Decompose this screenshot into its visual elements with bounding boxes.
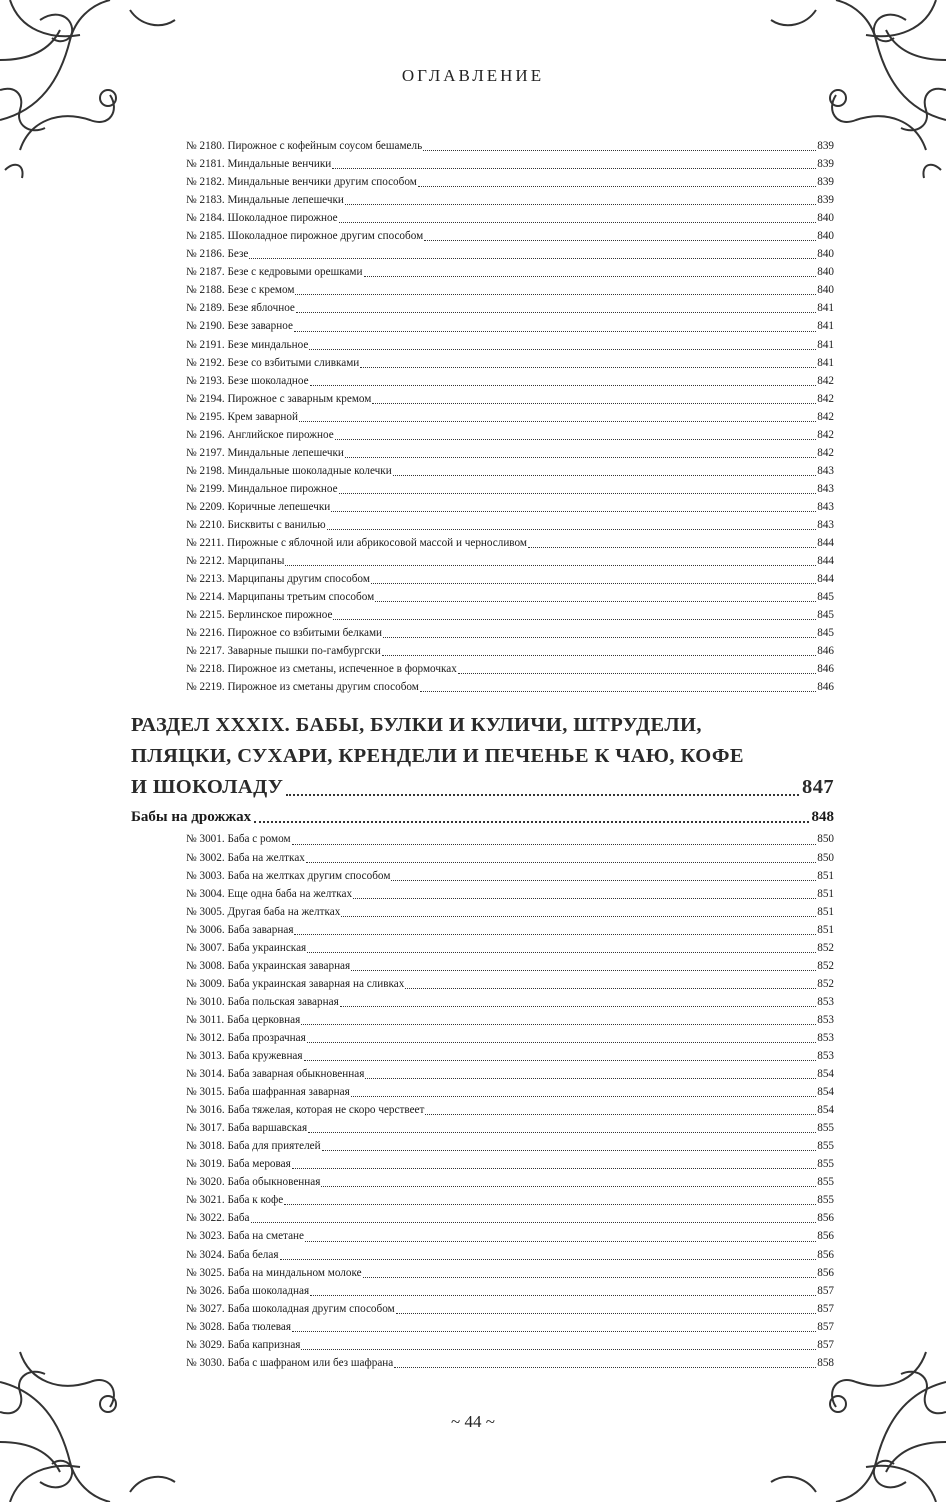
toc-entry[interactable] [186,1083,834,1101]
toc-entry-title: № 3012. Баба прозрачная [186,1031,306,1044]
leader-dots [405,988,816,989]
toc-entry-page: 839 [817,176,834,189]
toc-entry-page: 840 [817,284,834,297]
leader-dots [360,367,816,368]
leader-dots [292,1331,816,1332]
toc-entry-title: № 2196. Английское пирожное [186,428,334,441]
toc-entry[interactable] [186,516,834,534]
toc-entry-page: 841 [817,302,834,315]
toc-entry[interactable] [186,588,834,606]
toc-entry-title: № 3025. Баба на миндальном молоке [186,1266,362,1279]
leader-dots [425,1114,816,1115]
section-heading-line-3 [131,772,834,803]
toc-entry[interactable] [186,462,834,480]
toc-entry-page: 855 [817,1158,834,1171]
toc-entry[interactable] [186,498,834,516]
leader-dots [345,204,816,205]
toc-entry[interactable] [186,1246,834,1264]
leader-dots [284,1204,816,1205]
leader-dots [322,1150,817,1151]
toc-entry-page: 839 [817,140,834,152]
leader-dots [309,349,816,350]
toc-entry[interactable] [186,299,834,317]
subsection-page-number: 848 [811,809,834,826]
toc-entry-title: № 2213. Марципаны другим способом [186,573,370,586]
leader-dots [301,1024,816,1025]
leader-dots [254,821,808,823]
toc-entry[interactable] [186,830,834,848]
toc-entry-page: 856 [817,1266,834,1279]
toc-entry-title: № 3023. Баба на сметане [186,1230,304,1243]
toc-entry-title: № 2182. Миндальные венчики другим способом [186,176,417,189]
toc-entry-page: 854 [817,1068,834,1081]
toc-entry-page: 844 [817,555,834,568]
leader-dots [308,1132,816,1133]
toc-entry-page: 846 [817,663,834,676]
toc-entry-title: № 2195. Крем заварной [186,410,298,423]
toc-entry[interactable] [186,1209,834,1227]
toc-entry-title: № 2209. Коричные лепешечки [186,500,331,513]
toc-entry-title: № 3020. Баба обыкновенная [186,1176,321,1189]
toc-entry-page: 840 [817,212,834,225]
leader-dots [310,1295,816,1296]
toc-entry[interactable] [186,867,834,885]
toc-entry[interactable] [186,317,834,335]
toc-entry[interactable] [186,1300,834,1318]
leader-dots [249,258,816,259]
toc-entry[interactable] [186,1191,834,1209]
leader-dots [310,385,817,386]
toc-entry-page: 845 [817,609,834,622]
leader-dots [299,421,816,422]
subsection-label: Бабы на дрожжах [131,809,252,826]
toc-entry-title: № 2180. Пирожное с кофейным соусом бешамель [186,140,423,152]
toc-entry[interactable] [186,390,834,408]
toc-entry-title: № 3003. Баба на желтках другим способом [186,869,391,882]
leader-dots [306,862,816,863]
toc-entry[interactable] [186,1047,834,1065]
toc-entry-page: 857 [817,1302,834,1315]
toc-entry-page: 842 [817,410,834,423]
leader-dots [394,1367,816,1368]
toc-entry-page: 843 [817,500,834,513]
toc-entry[interactable] [186,372,834,390]
toc-entry[interactable] [186,849,834,867]
toc-entry-title: № 2210. Бисквиты с ванилью [186,518,326,531]
toc-entry-page: 853 [817,1050,834,1063]
toc-entry-title: № 3030. Баба с шафраном или без шафрана [186,1356,394,1369]
toc-entry-page: 852 [817,977,834,990]
toc-entry-title: № 2181. Миндальные венчики [186,158,332,171]
toc-entry[interactable] [186,444,834,462]
toc-entry[interactable] [186,921,834,939]
toc-entry-page: 855 [817,1122,834,1135]
toc-entry-page: 839 [817,158,834,171]
toc-entry[interactable] [186,1173,834,1191]
toc-entry[interactable] [186,209,834,227]
toc-entry-title: № 2193. Безе шоколадное [186,374,309,387]
toc-entry-title: № 2198. Миндальные шоколадные колечки [186,464,392,477]
toc-entry-page: 855 [817,1140,834,1153]
toc-entry-page: 854 [817,1086,834,1099]
toc-entry[interactable] [186,191,834,209]
leader-dots [365,1078,816,1079]
toc-entry-title: № 2194. Пирожное с заварным кремом [186,392,372,405]
toc-entry-title: № 2215. Берлинское пирожное [186,609,333,622]
toc-entry-page: 850 [817,851,834,864]
leader-dots [364,276,817,277]
toc-entry-page: 842 [817,392,834,405]
toc-entry-page: 857 [817,1338,834,1351]
toc-entry-page: 853 [817,1031,834,1044]
toc-entry-title: № 2189. Безе яблочное [186,302,295,315]
toc-entry-page: 855 [817,1176,834,1189]
toc-entry-title: № 2191. Безе миндальное [186,338,309,351]
leader-dots [458,673,816,674]
toc-entry-title: № 2219. Пирожное из сметаны другим способом [186,681,419,694]
toc-entry-page: 856 [817,1248,834,1261]
leader-dots [341,916,816,917]
toc-entry[interactable] [186,534,834,552]
toc-entry-page: 841 [817,338,834,351]
toc-entry[interactable] [186,975,834,993]
toc-entry[interactable] [186,957,834,975]
leader-dots [332,168,816,169]
toc-entry-title: № 3010. Баба польская заварная [186,995,339,1008]
toc-entry-title: № 2218. Пирожное из сметаны, испеченное в формочках [186,663,457,676]
toc-entry-page: 853 [817,1013,834,1026]
toc-entry-page: 840 [817,248,834,261]
toc-entry-title: № 2211. Пирожные с яблочной или абрикосовой массой и черносливом [186,537,527,550]
leader-dots [396,1313,817,1314]
leader-dots [321,1186,816,1187]
toc-entry-page: 844 [817,573,834,586]
leader-dots [296,312,816,313]
toc-entry-page: 854 [817,1104,834,1117]
toc-entry[interactable] [186,993,834,1011]
toc-entry[interactable] [186,227,834,245]
toc-entry-page: 857 [817,1320,834,1333]
toc-entry-page: 851 [817,923,834,936]
toc-entry-title: № 2199. Миндальное пирожное [186,482,338,495]
toc-entry-page: 845 [817,591,834,604]
toc-list-top [131,137,834,696]
toc-entry-title: № 3006. Баба заварная [186,923,294,936]
toc-entry[interactable] [186,1282,834,1300]
toc-entry[interactable] [186,480,834,498]
toc-entry[interactable] [186,173,834,191]
toc-entry[interactable] [186,1119,834,1137]
toc-entry[interactable] [186,1264,834,1282]
toc-entry[interactable] [186,137,834,155]
leader-dots [331,511,816,512]
toc-entry[interactable] [186,552,834,570]
toc-entry-page: 841 [817,320,834,333]
leader-dots [327,529,817,530]
leader-dots [292,1168,816,1169]
toc-entry-page: 843 [817,464,834,477]
toc-entry-title: № 2216. Пирожное со взбитыми белками [186,627,383,640]
toc-entry-page: 846 [817,681,834,694]
toc-entry[interactable] [186,660,834,678]
toc-entry-title: № 3018. Баба для приятелей [186,1140,321,1153]
toc-entry[interactable] [186,1336,834,1354]
toc-entry[interactable] [186,408,834,426]
toc-entry[interactable] [186,606,834,624]
toc-entry-page: 856 [817,1212,834,1225]
toc-entry-page: 845 [817,627,834,640]
toc-entry-title: № 3007. Баба украинская [186,941,307,954]
toc-entry-page: 842 [817,446,834,459]
toc-entry-title: № 3021. Баба к кофе [186,1194,284,1207]
section-heading-text: И ШОКОЛАДУ [131,776,284,799]
leader-dots [295,294,816,295]
toc-entry-title: № 3019. Баба меровая [186,1158,291,1171]
toc-entry[interactable] [186,1318,834,1336]
running-head: ОГЛАВЛЕНИЕ [401,66,545,85]
leader-dots [420,691,816,692]
toc-entry-title: № 2183. Миндальные лепешечки [186,194,344,207]
toc-entry[interactable] [186,155,834,173]
leader-dots [339,222,817,223]
toc-entry-title: № 3016. Баба тяжелая, которая не скоро черствеет [186,1104,425,1117]
toc-entry-title: № 3008. Баба украинская заварная [186,959,351,972]
toc-entry-page: 856 [817,1230,834,1243]
toc-entry[interactable] [186,354,834,372]
toc-entry-title: № 2192. Безе со взбитыми сливками [186,356,360,369]
leader-dots [286,794,799,796]
leader-dots [383,637,816,638]
toc-entry-title: № 3002. Баба на желтках [186,851,305,864]
leader-dots [393,475,816,476]
leader-dots [307,1042,817,1043]
toc-entry-page: 842 [817,374,834,387]
section-page-number: 847 [802,776,834,799]
toc-entry-page: 841 [817,356,834,369]
toc-entry[interactable] [186,336,834,354]
leader-dots [251,1222,817,1223]
toc-entry-page: 851 [817,887,834,900]
leader-dots [424,240,816,241]
leader-dots [294,331,816,332]
leader-dots [351,970,816,971]
leader-dots [307,952,816,953]
toc-entry-title: № 2190. Безе заварное [186,320,293,333]
leader-dots [345,457,816,458]
toc-entry-title: № 3009. Баба украинская заварная на сливках [186,977,405,990]
toc-entry[interactable] [186,1354,834,1372]
toc-entry[interactable] [186,426,834,444]
toc-entry-title: № 3013. Баба кружевная [186,1050,303,1063]
toc-entry[interactable] [186,263,834,281]
toc-entry[interactable] [186,903,834,921]
toc-entry-title: № 2185. Шоколадное пирожное другим способом [186,230,424,243]
toc-entry-title: № 3015. Баба шафранная заварная [186,1086,350,1099]
leader-dots [351,1096,816,1097]
toc-entry-page: 839 [817,194,834,207]
toc-entry-title: № 2188. Безе с кремом [186,284,295,297]
toc-entry[interactable] [186,1065,834,1083]
toc-entry-page: 852 [817,959,834,972]
toc-entry-page: 840 [817,230,834,243]
leader-dots [372,403,816,404]
toc-entry-title: № 2212. Марципаны [186,555,285,568]
toc-entry-page: 840 [817,266,834,279]
toc-entry-title: № 2197. Миндальные лепешечки [186,446,344,459]
leader-dots [333,619,816,620]
toc-entry-title: № 3027. Баба шоколадная другим способом [186,1302,395,1315]
toc-entry-page: 855 [817,1194,834,1207]
toc-entry-page: 851 [817,869,834,882]
leader-dots [292,844,817,845]
leader-dots [280,1259,817,1260]
leader-dots [285,565,816,566]
toc-entry[interactable] [186,1011,834,1029]
leader-dots [304,1060,817,1061]
toc-entry[interactable] [186,1137,834,1155]
toc-entry-title: № 3022. Баба [186,1212,250,1225]
toc-entry-page: 851 [817,905,834,918]
toc-entry-title: № 2184. Шоколадное пирожное [186,212,338,225]
page-number: ~ 44 ~ [451,1412,495,1431]
toc-entry-title: № 2187. Безе с кедровыми орешками [186,266,363,279]
leader-dots [301,1349,816,1350]
toc-entry[interactable] [186,885,834,903]
toc-entry-title: № 3014. Баба заварная обыкновенная [186,1068,365,1081]
toc-entry-page: 858 [817,1356,834,1369]
toc-entry-title: № 2186. Безе [186,248,249,261]
leader-dots [305,1241,816,1242]
leader-dots [528,547,816,548]
toc-entry-title: № 3028. Баба тюлевая [186,1320,292,1333]
leader-dots [391,880,816,881]
toc-entry-page: 843 [817,482,834,495]
section-heading-line-2: ПЛЯЦКИ, СУХАРИ, КРЕНДЕЛИ И ПЕЧЕНЬЕ К ЧАЮ, КОФЕ [131,745,744,768]
section-heading[interactable] [131,710,834,803]
section-heading-line-1: РАЗДЕЛ XXXIX. БАБЫ, БУЛКИ И КУЛИЧИ, ШТРУДЕЛИ, [131,714,702,737]
leader-dots [382,655,817,656]
toc-entry[interactable] [186,570,834,588]
toc-entry-title: № 3017. Баба варшавская [186,1122,308,1135]
toc-entry-page: 843 [817,518,834,531]
toc-entry[interactable] [186,1101,834,1119]
leader-dots [375,601,816,602]
toc-entry[interactable] [186,1155,834,1173]
toc-entry[interactable] [186,642,834,660]
toc-entry-title: № 2214. Марципаны третьим способом [186,591,375,604]
toc-entry[interactable] [186,678,834,696]
toc-entry[interactable] [186,1029,834,1047]
toc-entry-title: № 3005. Другая баба на желтках [186,905,341,918]
toc-entry-title: № 3029. Баба капризная [186,1338,301,1351]
toc-entry-page: 844 [817,537,834,550]
toc-entry-page: 857 [817,1284,834,1297]
toc-entry-title: № 3004. Еще одна баба на желтках [186,887,353,900]
toc-list-bottom [131,830,834,1371]
toc-entry-title: № 3011. Баба церковная [186,1013,301,1026]
toc-entry[interactable] [186,245,834,263]
leader-dots [335,439,817,440]
toc-entry-title: № 3026. Баба шоколадная [186,1284,310,1297]
leader-dots [418,186,816,187]
toc-entry[interactable] [186,1227,834,1245]
leader-dots [363,1277,817,1278]
toc-entry-page: 842 [817,428,834,441]
leader-dots [353,898,816,899]
toc-entry-title: № 3001. Баба с ромом [186,833,291,846]
subsection-heading[interactable] [131,804,834,830]
leader-dots [423,150,816,151]
leader-dots [294,934,816,935]
toc-content [131,137,834,1372]
toc-entry[interactable] [186,624,834,642]
toc-entry-page: 850 [817,833,834,846]
toc-entry[interactable] [186,939,834,957]
leader-dots [340,1006,817,1007]
leader-dots [339,493,817,494]
toc-entry-page: 853 [817,995,834,1008]
toc-entry-title: № 2217. Заварные пышки по-гамбургски [186,645,381,658]
toc-entry-title: № 3024. Баба белая [186,1248,279,1261]
toc-entry-page: 852 [817,941,834,954]
leader-dots [371,583,816,584]
toc-entry-page: 846 [817,645,834,658]
toc-entry[interactable] [186,281,834,299]
